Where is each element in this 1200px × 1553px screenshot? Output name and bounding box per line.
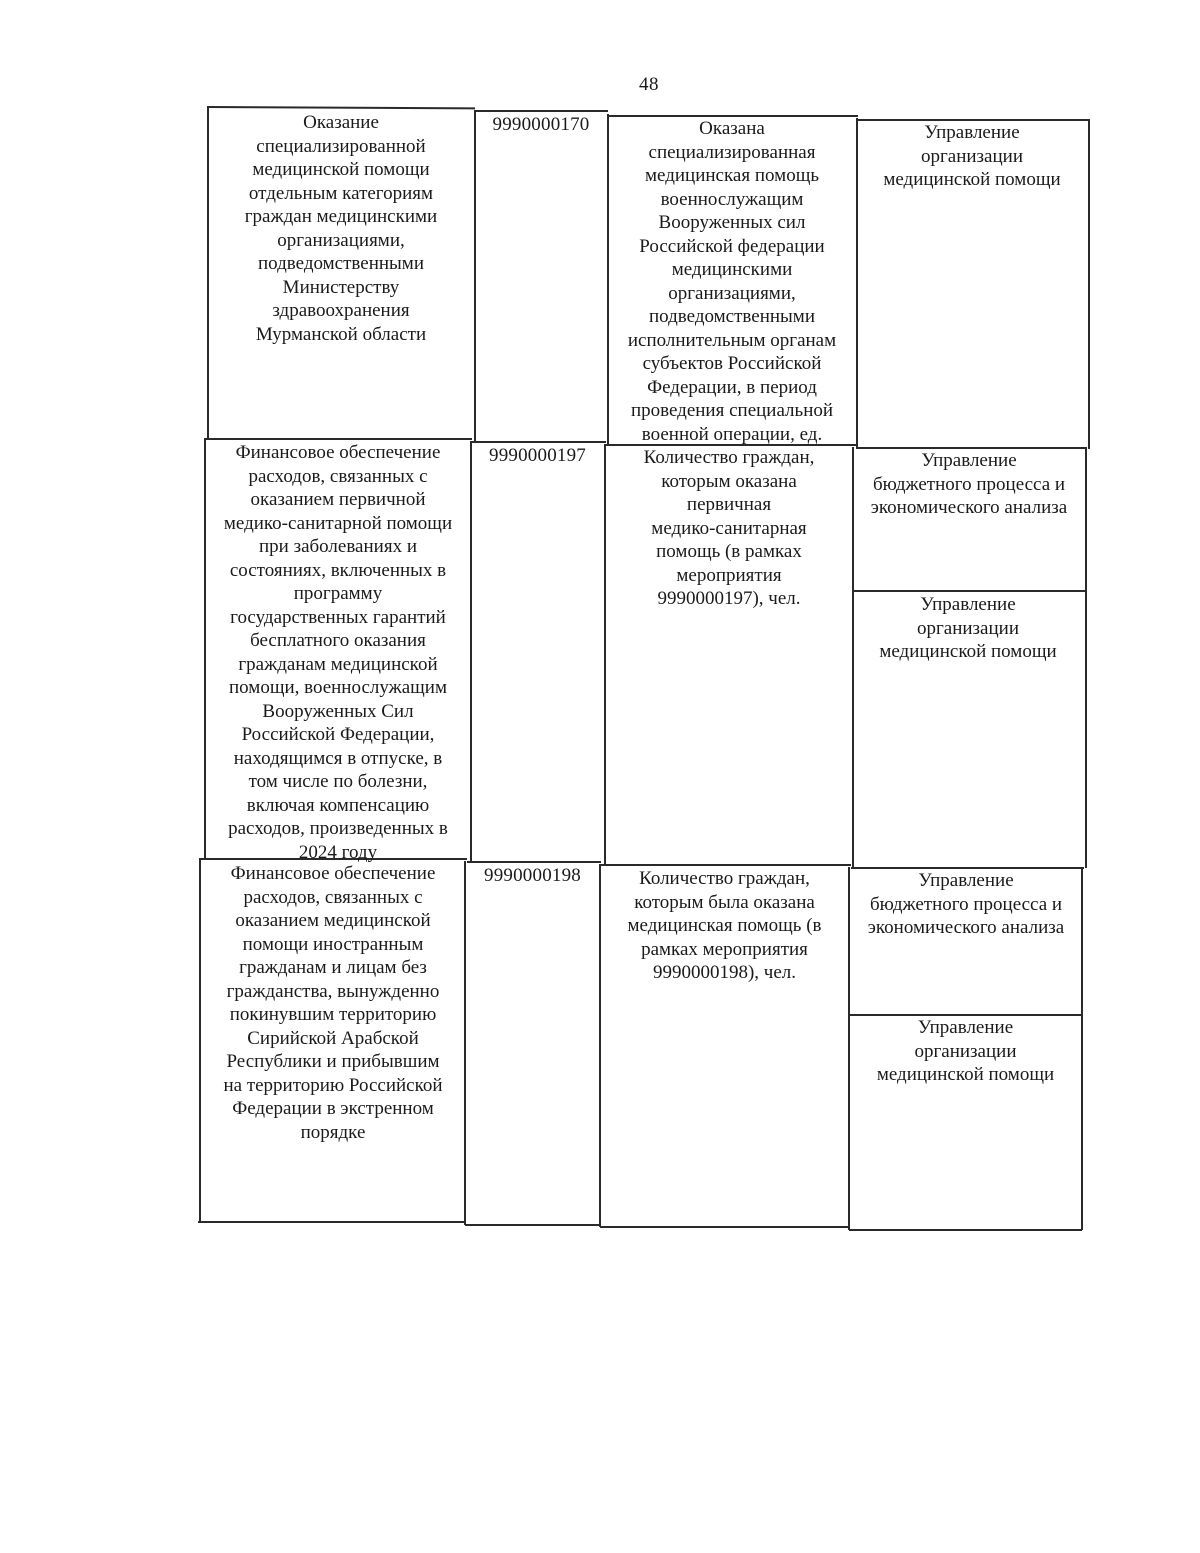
table-left-border bbox=[207, 106, 209, 439]
row2-responsible-cell-1: Управление бюджетного процесса и экономического анализа bbox=[870, 450, 1068, 518]
table-right-border bbox=[1081, 867, 1083, 1230]
row3-responsible-cell-2: Управление организации медицинской помощи bbox=[876, 1017, 1055, 1085]
row-divider bbox=[601, 864, 851, 866]
column-divider-1 bbox=[474, 110, 476, 442]
table-bottom-border bbox=[465, 1224, 600, 1226]
row-divider bbox=[472, 441, 606, 443]
column-divider-1 bbox=[470, 441, 472, 862]
table-top-border bbox=[208, 106, 475, 109]
row-divider bbox=[467, 861, 601, 863]
row2-indicator-cell: Количество граждан, которым оказана первичная медико-санитарная помощь (в рамках мероприятия 9990000197), чел. bbox=[643, 447, 815, 609]
row1-code-cell: 9990000170 bbox=[492, 114, 590, 135]
table-right-border bbox=[1085, 447, 1087, 868]
row1-responsible-cell: Управление организации медицинской помощи bbox=[883, 122, 1061, 190]
row-divider bbox=[206, 438, 472, 440]
page-number: 48 bbox=[639, 74, 659, 95]
table-right-border bbox=[1088, 119, 1090, 449]
row2-name-cell: Финансовое обеспечение расходов, связанных с оказанием первичной медико-санитарной помощи при заболеваниях и состояниях, включенных в программу государственных гарантий бесплатного оказания гражданам медицинской помощи, военнослужащим Вооруженных Сил Российской Федерации, находящимся в отпуске, в том числе по болезни, включая компенсацию расходов, произведенных в 2024 году bbox=[223, 442, 453, 863]
row1-indicator-cell: Оказана специализированная медицинская помощь военнослужащим Вооруженных сил Российской федерации медицинскими организациями, подведомственными исполнительным органам субъектов Российской Федерации, в период проведения специальной военной операции, ед. bbox=[627, 118, 837, 445]
table-bottom-border bbox=[600, 1226, 850, 1228]
row3-code-cell: 9990000198 bbox=[484, 865, 581, 886]
row1-name-cell: Оказание специализированной медицинской помощи отдельным категориям граждан медицинскими организациями, подведомственными Министерству здравоохранения Мурманской области bbox=[244, 112, 438, 345]
table-top-border bbox=[475, 110, 608, 112]
row2-code-cell: 9990000197 bbox=[489, 445, 586, 466]
row3-responsible-cell-1: Управление бюджетного процесса и экономического анализа bbox=[867, 870, 1065, 938]
subcell-divider bbox=[852, 590, 1085, 592]
table-bottom-border bbox=[198, 1221, 465, 1223]
row2-responsible-cell-2: Управление организации медицинской помощи bbox=[879, 594, 1057, 662]
row3-indicator-cell: Количество граждан, которым была оказана медицинская помощь (в рамках мероприятия 9990000198), чел. bbox=[627, 868, 822, 983]
row3-name-cell: Финансовое обеспечение расходов, связанных с оказанием медицинской помощи иностранным гражданам и лицам без гражданства, вынужденно покинувшим территорию Сирийской Арабской Республики и прибывшим на территорию Российской Федерации в экстренном порядке bbox=[223, 863, 443, 1143]
table-bottom-border bbox=[849, 1229, 1082, 1231]
